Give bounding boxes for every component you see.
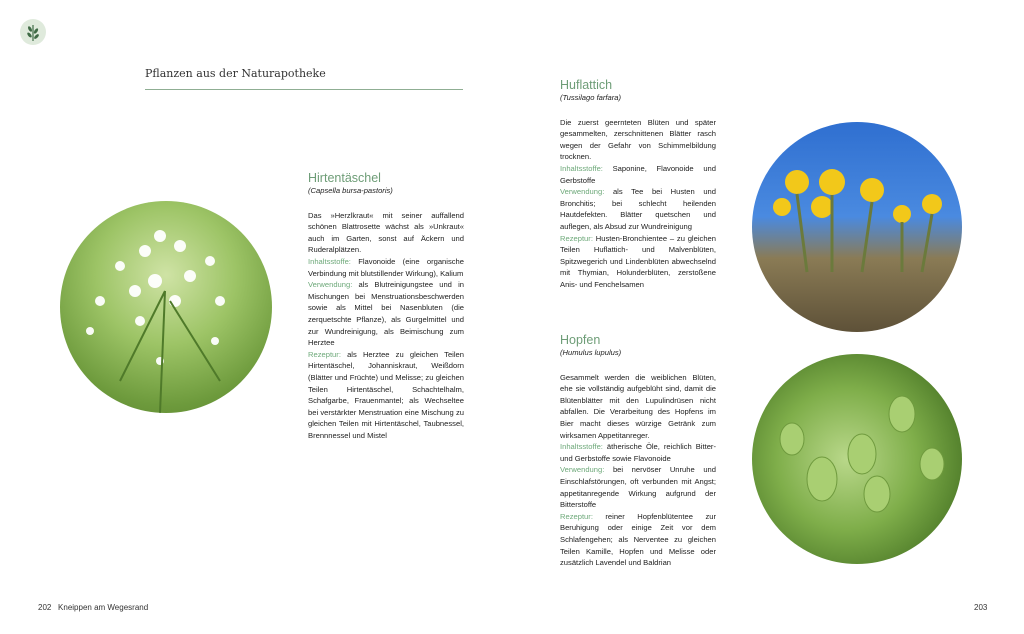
- plant-entry-huflattich: [560, 78, 716, 291]
- intro-text: Gesammelt werden die weiblichen Blüten, ehe sie vollständig aufgeblüht sind, damit die Blütenblätter mit den Lupulindrüsen nicht abfallen. Die Verarbeitung des Hopfens im Bier macht dieses würzige Getränk zum wirksamen Appetitanreger.: [560, 372, 716, 440]
- page-number-right: 203: [974, 603, 988, 612]
- section-text: Flavonoide (eine organische Verbindung mit blutstillender Wirkung), Kalium: [308, 256, 464, 278]
- plant-description: [560, 372, 716, 569]
- section-label: Verwendung:: [308, 280, 353, 290]
- section-text: als Blutreinigungstee und in Mischungen bei Menstruationsbeschwerden sowie als Mittel bei Nasenbluten (die zerquetschte Pflanze), als Gurgelmittel und zur Wundreinigung, als Beimischung zum Herztee: [308, 280, 464, 348]
- left-footer: [38, 603, 148, 612]
- section-text: als Tee bei Husten und Bronchitis; bei schlecht heilenden Hautdefekten. Blätter quetschen und auflegen, als Absud zur Wundreinigung: [560, 187, 716, 231]
- section-label: Inhaltsstoffe:: [308, 256, 351, 266]
- section-label: Inhaltsstoffe:: [560, 442, 603, 452]
- plant-entry-hopfen: [560, 333, 716, 569]
- section-label: Rezeptur:: [560, 233, 593, 243]
- shepherds-purse-photo: [60, 201, 272, 413]
- plant-latin-name: (Capsella bursa-pastoris): [308, 186, 393, 195]
- section-text: reiner Hopfenblütentee zur Beruhigung oder einige Zeit vor dem Schlafengehen; als Nerventee zu gleichen Teilen Kamille, Hopfen und Melisse oder zusätzlich Lavendel und Baldrian: [560, 511, 716, 568]
- running-title: Kneippen am Wegesrand: [58, 603, 149, 612]
- leaf-logo-icon: [20, 19, 46, 45]
- section-label: Verwendung:: [560, 465, 605, 475]
- section-text: bei nervöser Unruhe und Einschlafstörungen, oft verbunden mit Angst; appetitanregende Wirkung aufgrund der Bitterstoffe: [560, 465, 716, 510]
- plant-description: [560, 117, 716, 291]
- hops-photo: [752, 354, 962, 564]
- section-label: Rezeptur:: [560, 511, 593, 521]
- section-text: Saponine, Flavonoide und Gerbstoffe: [560, 163, 716, 185]
- section-label: Inhaltsstoffe:: [560, 163, 603, 173]
- page-number-left: 202: [38, 603, 52, 612]
- section-label: Rezeptur:: [308, 349, 341, 359]
- plant-latin-name: (Tussilago farfara): [560, 93, 622, 102]
- section-label: Verwendung:: [560, 187, 605, 197]
- plant-entry-hirtentaeschel: [308, 171, 464, 441]
- section-text: als Herztee zu gleichen Teilen Hirtentäschel, Johanniskraut, Weißdorn (Blätter und Früchte) und Melisse; zu gleichen Teilen Hirtentäschel, Schachtelhalm, Schafgarbe, Frauenmantel; als Wechseltee bei verstärkter Menstruation eine Mischung zu gleichen Teilen mit Hirtentäschel, Taubnessel, Brennnessel und Mistel: [308, 349, 464, 440]
- chapter-header: Pflanzen aus der Naturapotheke: [145, 67, 463, 90]
- intro-text: Die zuerst geernteten Blüten und später gesammelten, zerschnittenen Blätter rasch wegen der Gefahr von Schimmelbildung trocknen.: [560, 117, 716, 162]
- coltsfoot-photo: [752, 122, 962, 332]
- plant-title: Hirtentäschel: [308, 171, 381, 185]
- plant-latin-name: (Humulus lupulus): [560, 348, 622, 357]
- plant-title: Huflattich: [560, 78, 613, 92]
- intro-text: Das »Herzlkraut« mit seiner auffallend schönen Blattrosette wächst als »Unkraut« auch im Garten, sonst auf Äckern und Ruderalplätzen.: [308, 210, 464, 255]
- section-text: Husten-Bronchientee – zu gleichen Teilen Huflattich- und Malvenblüten, Spitzwegerich und Lindenblüten abwechselnd mit Thymian, Holunderblüten, zerstoßene Anis- und Fenchelsamen: [560, 233, 716, 289]
- plant-description: [308, 210, 464, 442]
- section-text: ätherische Öle, reichlich Bitter- und Gerbstoffe sowie Flavonoide: [560, 442, 716, 463]
- plant-title: Hopfen: [560, 333, 601, 347]
